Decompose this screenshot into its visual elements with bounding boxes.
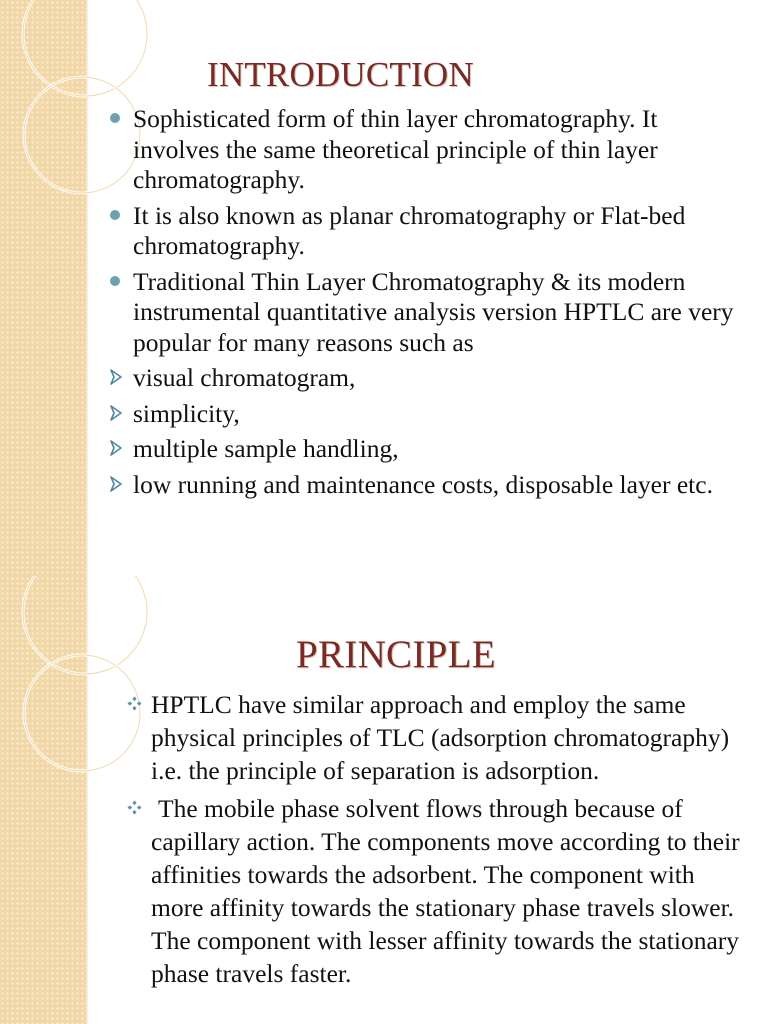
list-item: Traditional Thin Layer Chromatography & its modern instrumental quantitative analysis version HPTLC are very popular for many reasons such as bbox=[106, 267, 746, 359]
principle-list bbox=[126, 688, 746, 995]
list-item: low running and maintenance costs, disposable layer etc. bbox=[106, 470, 746, 501]
slide-principle bbox=[0, 576, 768, 1024]
list-item: HPTLC have similar approach and employ the same physical principles of TLC (adsorption chromatography) i.e. the principle of separation is adsorption. bbox=[126, 688, 746, 787]
list-item: Sophisticated form of thin layer chromatography. It involves the same theoretical principle of thin layer chromatography. bbox=[106, 104, 746, 196]
slide-title-principle: PRINCIPLE bbox=[296, 633, 496, 676]
introduction-list bbox=[106, 104, 746, 505]
list-item: simplicity, bbox=[106, 399, 746, 430]
list-item: multiple sample handling, bbox=[106, 434, 746, 465]
slide-title-introduction: INTRODUCTION bbox=[207, 55, 474, 94]
list-item: The mobile phase solvent flows through because of capillary action. The components move according to their affinities towards the adsorbent. The component with more affinity towards the stationary phase travels slower. The component with lesser affinity towards the stationary phase travels faster. bbox=[126, 792, 746, 990]
list-item: visual chromatogram, bbox=[106, 363, 746, 394]
list-item: It is also known as planar chromatography or Flat-bed chromatography. bbox=[106, 201, 746, 262]
